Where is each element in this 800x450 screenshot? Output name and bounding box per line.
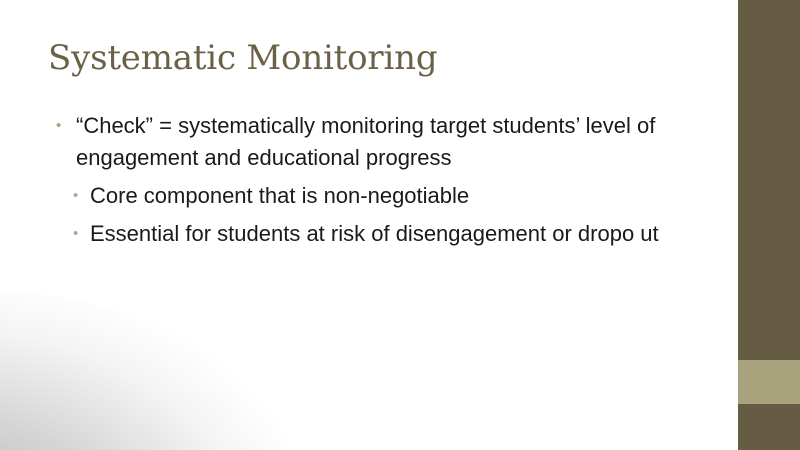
side-bar-accent-decoration — [738, 360, 800, 404]
bullet-dot-icon: • — [56, 117, 62, 134]
bullet-item-check-definition — [56, 110, 706, 174]
sub-bullet-dot-icon: • — [73, 187, 79, 204]
sub-bullet-text: Core component that is non-negotiable — [90, 183, 470, 208]
bullet-text: “Check” = systematically monitoring target students’ level of engagement and educational progress — [76, 113, 656, 170]
sub-bullet-text: Essential for students at risk of disengagement or dropo ut — [90, 221, 659, 246]
slide-title: Systematic Monitoring — [48, 38, 438, 78]
sub-bullet-item-essential — [56, 218, 706, 250]
sub-bullet-dot-icon: • — [73, 225, 79, 242]
bullet-list — [56, 110, 706, 250]
corner-gradient-decoration — [0, 290, 300, 450]
sub-bullet-item-core-component — [56, 180, 706, 212]
